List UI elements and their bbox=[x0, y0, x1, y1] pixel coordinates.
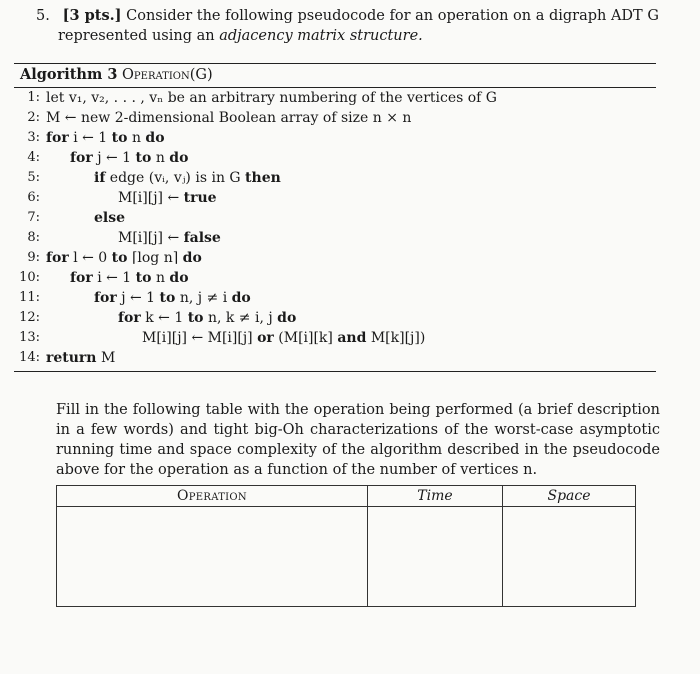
question-line-2-italic: adjacency matrix structure. bbox=[219, 28, 423, 44]
algorithm-line bbox=[14, 248, 656, 268]
algorithm-line bbox=[14, 268, 656, 288]
line-code bbox=[118, 308, 296, 328]
algorithm-box bbox=[14, 63, 656, 372]
question-number: 5. bbox=[36, 8, 50, 24]
answer-cell-time[interactable] bbox=[368, 507, 503, 607]
answer-row bbox=[57, 507, 636, 607]
algorithm-title bbox=[14, 63, 656, 88]
code-keyword: do bbox=[231, 290, 251, 306]
code-keyword: do bbox=[169, 270, 189, 286]
header-time: Time bbox=[368, 486, 503, 507]
algorithm-label: Algorithm 3 bbox=[20, 66, 118, 83]
line-code bbox=[118, 228, 221, 248]
question-line-1: Consider the following pseudocode for an operation on a digraph ADT G bbox=[126, 8, 659, 24]
code-keyword: for bbox=[70, 150, 93, 166]
code-text: let v₁, v₂, . . . , vₙ be an arbitrary numbering of the vertices of G bbox=[46, 90, 497, 106]
line-code bbox=[46, 248, 202, 268]
code-keyword: to bbox=[135, 270, 152, 286]
code-text: n, k ≠ i, j bbox=[207, 310, 273, 326]
header-operation: Operation bbox=[57, 486, 368, 507]
code-keyword: to bbox=[111, 130, 128, 146]
question-points: [3 pts.] bbox=[62, 7, 122, 24]
algorithm-line bbox=[14, 188, 656, 208]
code-text: M ← new 2-dimensional Boolean array of size n × n bbox=[46, 110, 412, 126]
algorithm-line bbox=[14, 128, 656, 148]
code-keyword: to bbox=[135, 150, 152, 166]
code-text: (M[i][k] bbox=[278, 330, 333, 346]
code-text: l ← 0 bbox=[73, 250, 108, 266]
line-code bbox=[118, 188, 217, 208]
code-keyword: do bbox=[182, 250, 202, 266]
algorithm-line bbox=[14, 168, 656, 188]
algorithm-body bbox=[14, 88, 656, 372]
code-keyword: for bbox=[94, 290, 117, 306]
code-keyword: for bbox=[70, 270, 93, 286]
instructions-paragraph: Fill in the following table with the operation being performed (a brief description in a few words) and tight big-Oh characterizations of the worst-case asymptotic running time and space complexity of the algorithm described in the pseudocode above for the operation as a function of the number of vertices n. bbox=[56, 402, 660, 478]
code-text: n, j ≠ i bbox=[179, 290, 228, 306]
code-keyword: and bbox=[337, 330, 367, 346]
code-text: n bbox=[155, 150, 165, 166]
line-code bbox=[46, 348, 115, 368]
code-text: i ← 1 bbox=[73, 130, 108, 146]
line-number: 5: bbox=[27, 170, 40, 185]
line-code bbox=[94, 288, 251, 308]
code-keyword: false bbox=[183, 230, 221, 246]
code-text: k ← 1 bbox=[145, 310, 184, 326]
line-number: 12: bbox=[19, 310, 40, 325]
line-number: 4: bbox=[27, 150, 40, 165]
code-text: ⌈log n⌉ bbox=[131, 250, 179, 266]
algorithm-line bbox=[14, 348, 656, 368]
line-code bbox=[46, 108, 411, 128]
question-line-2: represented using an bbox=[58, 28, 215, 44]
code-text: n bbox=[155, 270, 165, 286]
code-keyword: to bbox=[111, 250, 128, 266]
code-keyword: return bbox=[46, 350, 97, 366]
code-keyword: for bbox=[46, 130, 69, 146]
algorithm-line bbox=[14, 88, 656, 108]
code-keyword: do bbox=[145, 130, 165, 146]
code-keyword: do bbox=[277, 310, 297, 326]
code-keyword: if bbox=[94, 170, 106, 186]
algorithm-line bbox=[14, 288, 656, 308]
line-code bbox=[142, 328, 425, 348]
header-space: Space bbox=[503, 486, 636, 507]
line-code bbox=[70, 148, 188, 168]
code-text: M bbox=[100, 350, 116, 366]
code-text: M[i][j] ← bbox=[118, 230, 180, 246]
algorithm-line bbox=[14, 148, 656, 168]
code-text: i ← 1 bbox=[97, 270, 132, 286]
algorithm-line bbox=[14, 108, 656, 128]
code-keyword: do bbox=[169, 150, 189, 166]
line-number: 9: bbox=[27, 250, 40, 265]
line-code bbox=[70, 268, 189, 288]
line-number: 14: bbox=[19, 350, 40, 365]
code-text: M[i][j] ← bbox=[118, 190, 180, 206]
line-number: 13: bbox=[19, 330, 40, 345]
code-text: j ← 1 bbox=[121, 290, 156, 306]
algorithm-name: Operation(G) bbox=[122, 67, 213, 83]
line-number: 3: bbox=[27, 130, 40, 145]
line-number: 6: bbox=[27, 190, 40, 205]
line-number: 1: bbox=[27, 90, 40, 105]
line-code bbox=[94, 168, 281, 188]
code-keyword: to bbox=[187, 310, 204, 326]
code-keyword: or bbox=[257, 330, 274, 346]
code-text: M[k][j]) bbox=[370, 330, 426, 346]
line-code bbox=[94, 208, 125, 228]
code-text: M[i][j] ← M[i][j] bbox=[142, 330, 253, 346]
line-number: 11: bbox=[19, 290, 40, 305]
answer-table bbox=[56, 485, 636, 607]
code-keyword: else bbox=[94, 210, 126, 226]
line-number: 8: bbox=[27, 230, 40, 245]
algorithm-line bbox=[14, 228, 656, 248]
code-keyword: true bbox=[183, 190, 217, 206]
answer-cell-space[interactable] bbox=[503, 507, 636, 607]
code-text: n bbox=[131, 130, 141, 146]
question-text bbox=[36, 6, 666, 46]
algorithm-line bbox=[14, 308, 656, 328]
algorithm-line bbox=[14, 208, 656, 228]
answer-cell-operation[interactable] bbox=[57, 507, 368, 607]
code-keyword: for bbox=[46, 250, 69, 266]
line-number: 10: bbox=[19, 270, 40, 285]
line-number: 2: bbox=[27, 110, 40, 125]
code-keyword: to bbox=[159, 290, 176, 306]
code-keyword: then bbox=[245, 170, 281, 186]
algorithm-line bbox=[14, 328, 656, 348]
line-code bbox=[46, 88, 497, 108]
code-text: edge (vᵢ, vⱼ) is in G bbox=[109, 170, 241, 186]
code-text: j ← 1 bbox=[97, 150, 132, 166]
line-code bbox=[46, 128, 165, 148]
code-keyword: for bbox=[118, 310, 141, 326]
line-number: 7: bbox=[27, 210, 40, 225]
